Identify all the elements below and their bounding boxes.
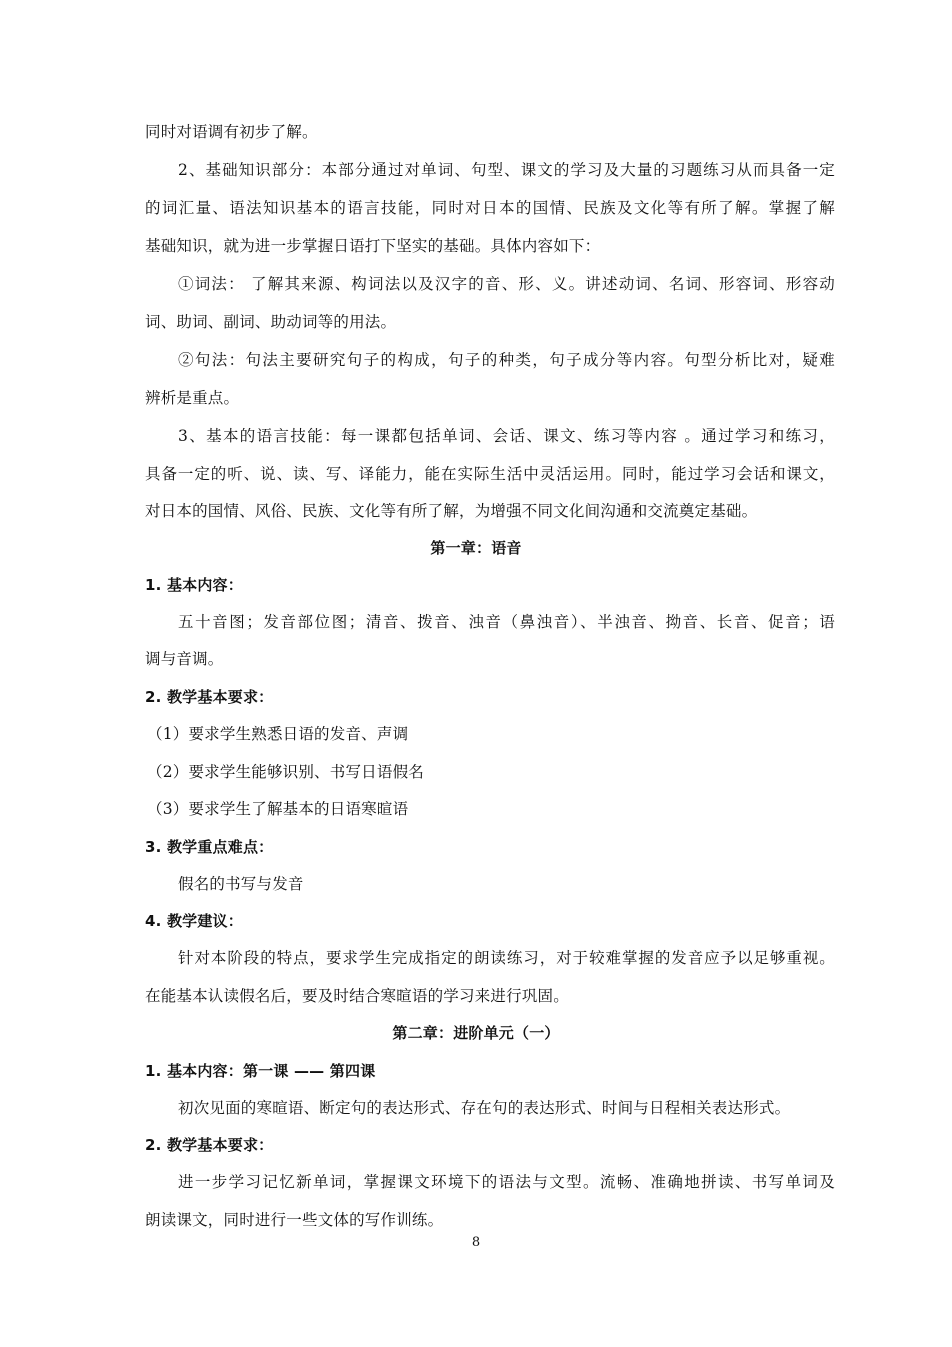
- paragraph-line: 进一步学习记忆新单词，掌握课文环境下的语法与文型。流畅、准确地拼读、书写单词及: [178, 1173, 835, 1191]
- paragraph-line: 朗读课文，同时进行一些文体的写作训练。: [145, 1211, 444, 1229]
- section-heading: 4. 教学建议：: [145, 912, 243, 930]
- paragraph-basic-knowledge: 2、基础知识部分：本部分通过对单词、句型、课文的学习及大量的习题练习从而具备一定: [178, 161, 835, 179]
- paragraph-line: 在能基本认读假名后，要及时结合寒暄语的学习来进行巩固。: [145, 987, 569, 1005]
- section-heading: 1. 基本内容：第一课 —— 第四课: [145, 1062, 376, 1080]
- paragraph-line: 调与音调。: [145, 650, 224, 668]
- paragraph-line: 假名的书写与发音: [178, 875, 304, 893]
- paragraph-line: 基础知识，就为进一步掌握日语打下坚实的基础。具体内容如下：: [145, 237, 601, 255]
- list-item: （1）要求学生熟悉日语的发音、声调: [147, 725, 409, 743]
- chapter-2-title: 第二章：进阶单元（一）: [392, 1024, 560, 1042]
- list-item: （3）要求学生了解基本的日语寒暄语: [147, 800, 409, 818]
- paragraph-morphology: ①词法： 了解其来源、构词法以及汉字的音、形、义。讲述动词、名词、形容词、形容动: [178, 275, 835, 293]
- paragraph-line: 初次见面的寒暄语、断定句的表达形式、存在句的表达形式、时间与日程相关表达形式。: [178, 1099, 791, 1117]
- paragraph-line: 的词汇量、语法知识基本的语言技能，同时对日本的国情、民族及文化等有所了解。掌握了解: [145, 199, 835, 217]
- paragraph-language-skills: 3、基本的语言技能：每一课都包括单词、会话、课文、练习等内容 。通过学习和练习，: [178, 427, 835, 445]
- paragraph-line: 五十音图；发音部位图；清音、拨音、浊音（鼻浊音）、半浊音、拗音、长音、促音；语: [178, 613, 835, 631]
- paragraph-line: 对日本的国情、风俗、民族、文化等有所了解，为增强不同文化间沟通和交流奠定基础。: [145, 502, 758, 520]
- section-heading: 2. 教学基本要求：: [145, 688, 274, 706]
- paragraph-line: 词、助词、副词、助动词等的用法。: [145, 313, 397, 331]
- section-heading: 3. 教学重点难点：: [145, 838, 274, 856]
- paragraph-line: 针对本阶段的特点，要求学生完成指定的朗读练习，对于较难掌握的发音应予以足够重视。: [178, 949, 835, 967]
- list-item: （2）要求学生能够识别、书写日语假名: [147, 763, 424, 781]
- section-heading: 1. 基本内容：: [145, 576, 243, 594]
- page-number: 8: [471, 1235, 481, 1250]
- paragraph-line: 具备一定的听、说、读、写、译能力，能在实际生活中灵活运用。同时，能过学习会话和课文，: [145, 465, 835, 483]
- intro-line: 同时对语调有初步了解。: [145, 123, 318, 141]
- section-heading: 2. 教学基本要求：: [145, 1136, 274, 1154]
- chapter-1-title: 第一章：语音: [430, 539, 522, 557]
- paragraph-syntax: ②句法：句法主要研究句子的构成，句子的种类，句子成分等内容。句型分析比对，疑难: [178, 351, 835, 369]
- paragraph-line: 辨析是重点。: [145, 389, 240, 407]
